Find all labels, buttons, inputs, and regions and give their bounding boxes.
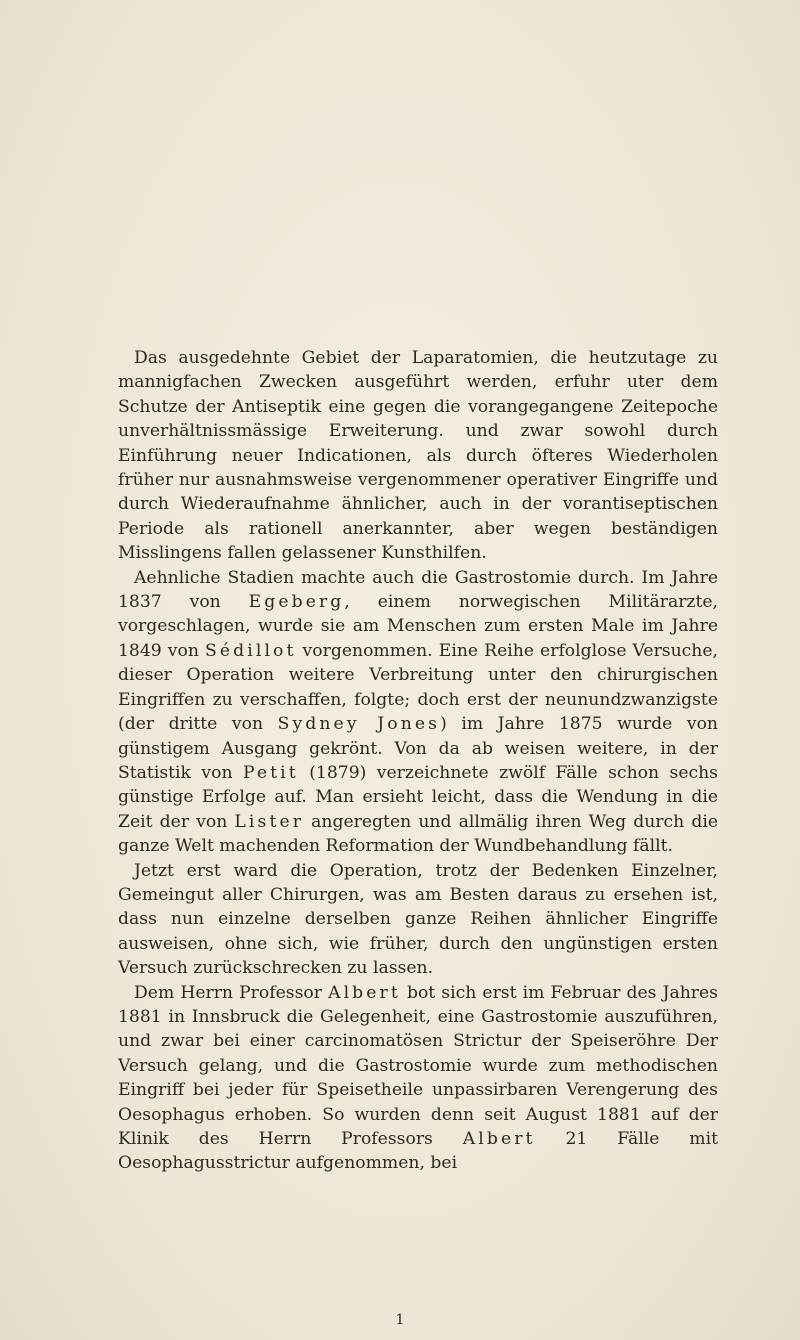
text-run: Jetzt erst ward die Operation, trotz der Bedenken Einzelner, Gemeingut aller Chirurgen, was am Besten daraus zu ersehen ist, dass nun einzelne derselben ganze Reihen ähnlicher Eingriffe ausweisen, ohne sich, wie früher, durch den ungünstigen ersten Versuch zurückschrecken zu lassen.	[118, 860, 718, 979]
author-name: Sydney Jones	[277, 714, 441, 735]
paragraph	[118, 566, 718, 859]
text-run: 21 Fälle mit Oesophagusstrictur aufgenommen, bei	[118, 1129, 719, 1174]
author-name: Lister	[234, 811, 305, 832]
paragraph	[118, 859, 718, 981]
text-run: Das ausgedehnte Gebiet der Laparatomien, die heutzutage zu mannigfachen Zwecken ausgeführt werden, erfuhr uter dem Schutze der Antiseptik eine gegen die vorangegangene Zeitepoche unverhältnissmässige Erweiterung. und zwar sowohl durch Einführung neuer Indicationen, als durch öfteres Wiederholen früher nur ausnahmsweise vergenommener operativer Eingriffe und durch Wiederaufnahme ähnlicher, auch in der vorantiseptischen Periode als rationell anerkannter, aber wegen beständigen Misslingens fallen gelassener Kunsthilfen.	[118, 348, 718, 564]
paragraph	[118, 346, 718, 566]
page-number: 1	[395, 1312, 405, 1328]
paragraph	[118, 981, 718, 1176]
text-run: Dem Herrn Professor	[134, 982, 329, 1003]
author-name: Petit	[243, 762, 299, 783]
text-run: (1879) verzeichnete zwölf Fälle schon sechs günstige Erfolge auf. Man ersieht leicht, dass die Wendung in die Zeit der von	[118, 762, 719, 832]
text-run: vorgenommen. Eine Reihe erfolglose Versuche, dieser Operation weitere Verbreitung unter den chirurgischen Eingriffen zu verschaffen, folgte; doch erst der neunundzwanzigste (der dritte von	[118, 640, 718, 735]
text-run: angeregten und allmälig ihren Weg durch die ganze Welt machenden Reformation der Wundbehandlung fällt.	[118, 811, 718, 857]
author-name: Sédillot	[205, 640, 297, 661]
author-name: Albert	[328, 982, 401, 1003]
text-run: ) im Jahre 1875 wurde von günstigem Ausgang gekrönt. Von da ab weisen weitere, in der Statistik von	[118, 714, 718, 783]
author-name: Albert	[462, 1129, 536, 1149]
text-run: Aehnliche Stadien machte auch die Gastrostomie durch. Im Jahre 1837 von	[118, 567, 718, 613]
body-text	[118, 346, 718, 1176]
text-run: , einem norwegischen Militärarzte, vorgeschlagen, wurde sie am Menschen zum ersten Male im Jahre 1849 von	[118, 592, 719, 661]
text-run: bot sich erst im Februar des Jahres 1881 in Innsbruck die Gelegenheit, eine Gastrostomie auszuführen, und zwar bei einer carcinomatösen Strictur der Speiseröhre Der Versuch gelang, und die Gastrostomie wurde zum methodischen Eingriff bei jeder für Speisetheile unpassirbaren Verengerung des Oesophagus erhoben. So wurden denn seit August 1881 auf der Klinik des Herrn Professors	[118, 982, 718, 1149]
author-name: Egeberg	[248, 592, 345, 613]
